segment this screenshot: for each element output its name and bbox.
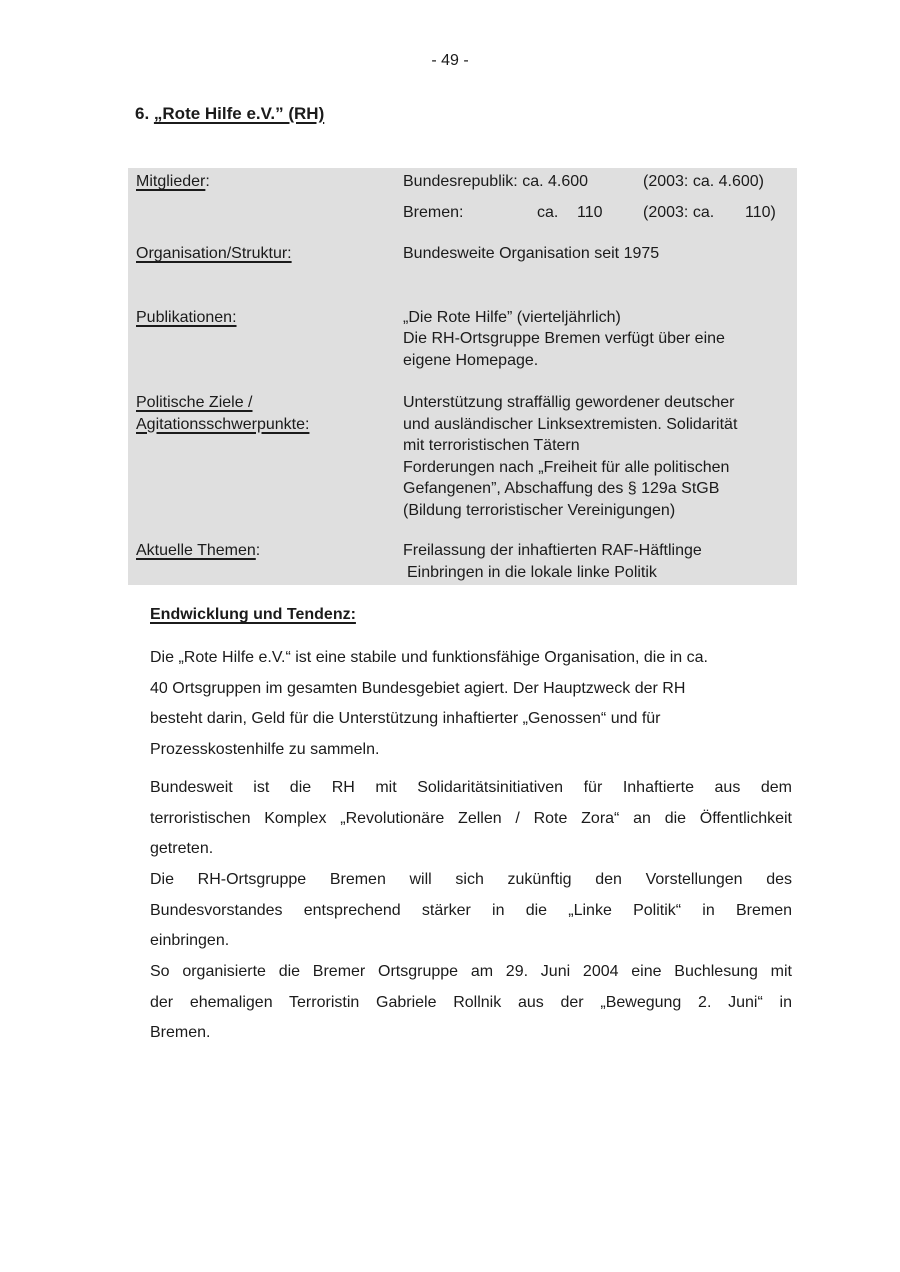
members-ca: ca. [537, 203, 559, 221]
paragraph-line: So organisierte die Bremer Ortsgruppe am 29. Juni 2004 eine Buchlesung mit [150, 963, 792, 981]
row-label-themen [136, 540, 403, 562]
members-bremen-line [403, 202, 791, 224]
label-text-line1: Politische Ziele / [136, 394, 253, 411]
paragraph-line: Prozesskostenhilfe zu sammeln. [150, 741, 380, 759]
paragraph-line: Die RH-Ortsgruppe Bremen will sich zukünftig den Vorstellungen des [150, 870, 792, 888]
label-colon: : [255, 542, 261, 559]
value-line: Gefangenen”, Abschaffung des § 129a StGB [403, 480, 720, 497]
members-count: 110 [577, 203, 603, 221]
organisation-value: Bundesweite Organisation seit 1975 [403, 245, 660, 262]
infobox [128, 168, 797, 585]
paragraph-line: terroristischen Komplex „Revolutionäre Zellen / Rote Zora“ an die Öffentlichkeit [150, 809, 792, 827]
members-city: Bremen: [403, 203, 464, 221]
members-previous-count: 110) [745, 203, 776, 221]
paragraph-line: einbringen. [150, 932, 230, 950]
label-text: Organisation/Struktur: [136, 245, 292, 262]
paragraph-line: Bremen. [150, 1024, 211, 1042]
value-line: „Die Rote Hilfe” (vierteljährlich) [403, 308, 621, 326]
paragraph-line: Bundesweit ist die RH mit Solidaritätsinitiativen für Inhaftierte aus dem [150, 778, 792, 796]
members-federal-previous: (2003: ca. 4.600) [643, 173, 764, 190]
paragraph-line: Die „Rote Hilfe e.V.“ ist eine stabile und funktionsfähige Organisation, die in ca. [150, 649, 708, 666]
row-value-publikationen [403, 307, 797, 372]
row-label-mitglieder [136, 171, 403, 193]
paragraph-line: 40 Ortsgruppen im gesamten Bundesgebiet agiert. Der Hauptzweck der RH [150, 679, 686, 697]
infobox-row-mitglieder [136, 171, 797, 223]
row-label-ziele [136, 392, 403, 435]
value-line: (Bildung terroristischer Vereinigungen) [403, 501, 676, 519]
value-line: und ausländischer Linksextremisten. Solidarität [403, 415, 738, 433]
row-value-ziele [403, 392, 797, 521]
value-line: Unterstützung straffällig gewordener deutscher [403, 394, 735, 411]
row-value-themen [403, 540, 797, 583]
chapter-title: „Rote Hilfe e.V.” (RH) [153, 104, 325, 123]
value-line: eigene Homepage. [403, 351, 539, 369]
infobox-row-publikationen [136, 307, 797, 372]
label-text: Publikationen: [136, 308, 237, 326]
value-line: Freilassung der inhaftierten RAF-Häftlinge [403, 542, 702, 559]
value-line: Einbringen in die lokale linke Politik [407, 563, 657, 581]
paragraph-line: der ehemaligen Terroristin Gabriele Rollnik aus der „Bewegung 2. Juni“ in [150, 993, 792, 1011]
page-number: - 49 - [431, 52, 469, 69]
development-body [150, 643, 792, 1049]
paragraph-line: getreten. [150, 840, 214, 858]
infobox-row-organisation [136, 243, 797, 265]
members-federal-line [403, 171, 791, 193]
label-text-line2: Agitationsschwerpunkte: [136, 415, 310, 433]
paragraph [150, 643, 792, 766]
paragraph-line: Bundesvorstandes entsprechend stärker in die „Linke Politik“ in Bremen [150, 901, 792, 919]
value-line: Forderungen nach „Freiheit für alle politischen [403, 458, 730, 476]
label-text: Aktuelle Themen [136, 542, 256, 559]
label-colon: : [205, 173, 210, 190]
chapter-heading [135, 104, 324, 124]
row-label-publikationen [136, 307, 403, 329]
infobox-row-themen [136, 540, 797, 583]
paragraph [150, 865, 792, 957]
infobox-row-ziele [136, 392, 797, 521]
row-value-mitglieder [403, 171, 797, 223]
value-line: mit terroristischen Tätern [403, 437, 580, 454]
paragraph [150, 957, 792, 1049]
chapter-number: 6. [135, 104, 154, 123]
members-federal: Bundesrepublik: ca. 4.600 [403, 173, 589, 190]
members-previous-open: (2003: ca. [643, 203, 715, 221]
paragraph [150, 773, 792, 865]
label-text: Mitglieder [136, 173, 206, 190]
paragraph-line: besteht darin, Geld für die Unterstützung inhaftierter „Genossen“ und für [150, 710, 661, 728]
development-heading [150, 606, 356, 624]
row-value-organisation [403, 243, 797, 265]
development-heading-text: Endwicklung und Tendenz: [150, 606, 356, 623]
row-label-organisation [136, 243, 403, 265]
value-line: Die RH-Ortsgruppe Bremen verfügt über eine [403, 330, 725, 347]
